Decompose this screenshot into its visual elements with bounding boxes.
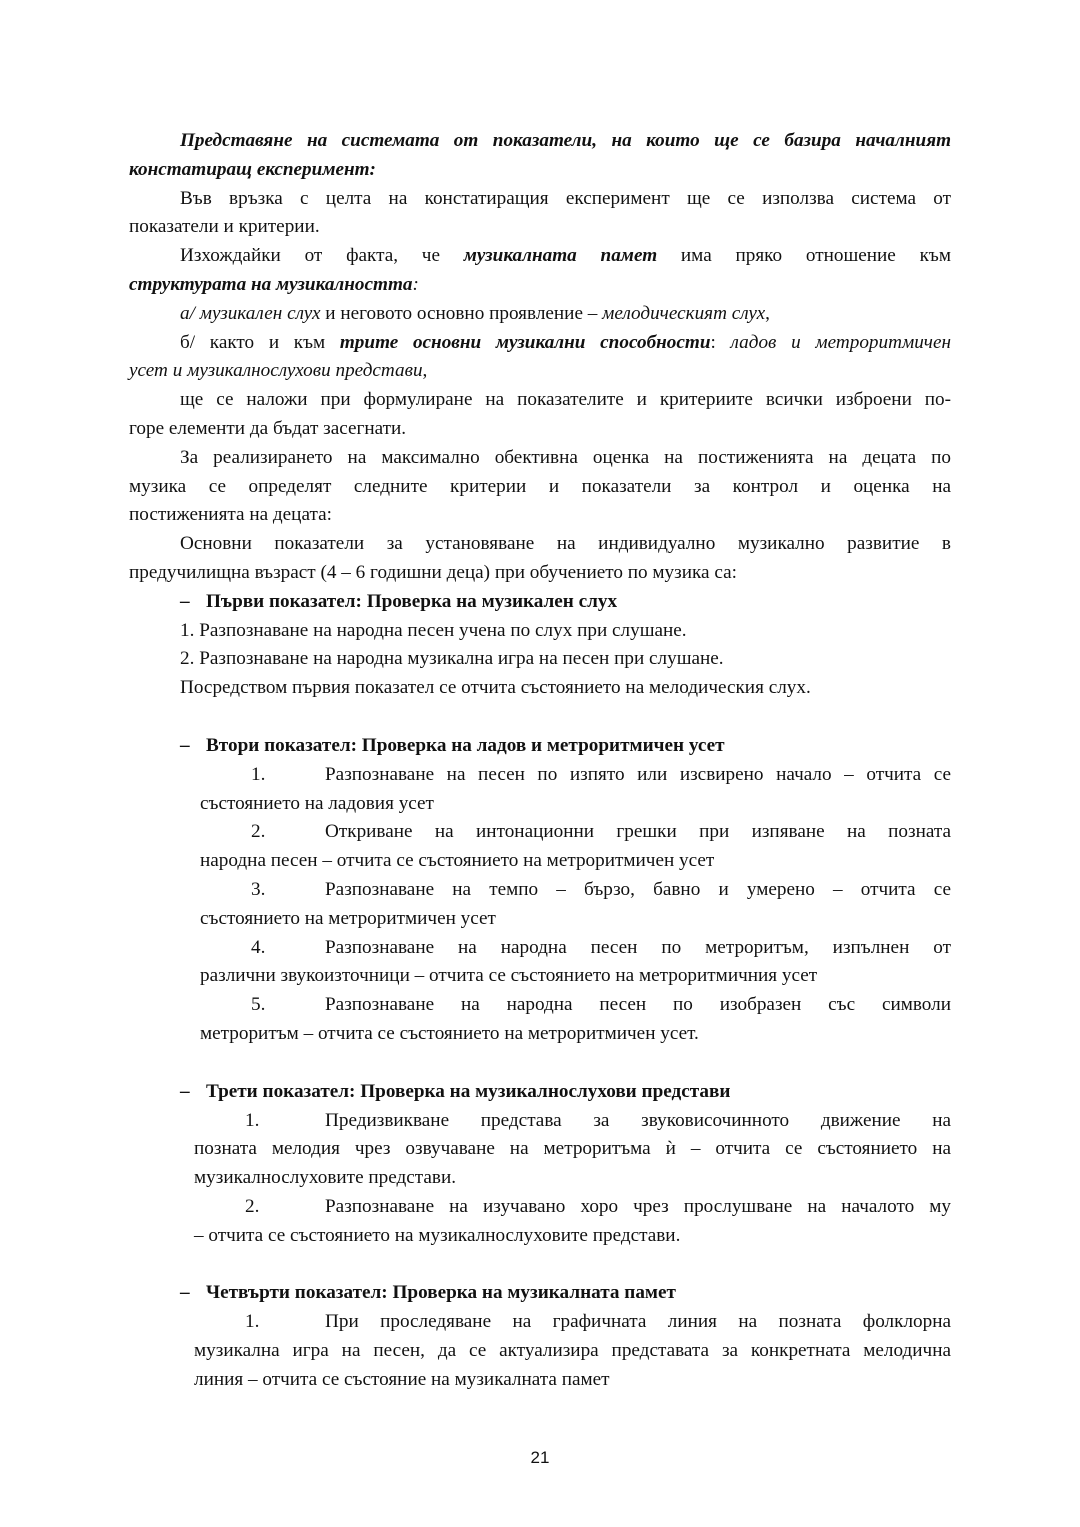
text: музика се определят следните критерии и показатели за контрол и оценка на xyxy=(129,475,951,497)
paragraph-3-line-2 xyxy=(129,415,951,444)
page-number: 21 xyxy=(530,1448,550,1467)
text: , xyxy=(765,302,770,324)
text: Трети показател: Проверка на музикалнослухови представи xyxy=(206,1080,731,1102)
text: 1. Разпознаване на народна песен учена по слух при слушане. xyxy=(180,619,687,641)
text: Разпознаване на песен по изпято или изсвирено начало – отчита се xyxy=(325,763,951,785)
text: За реализирането на максимално обективна оценка на постиженията на децата по xyxy=(180,446,951,468)
paragraph-3-line-1 xyxy=(129,386,951,415)
indicator-2-list xyxy=(129,761,951,1049)
bullet-dash: – xyxy=(180,1080,190,1102)
item-line-1 xyxy=(129,1308,951,1337)
text: предучилищна възраст (4 – 6 годишни деца) при обучението по музика са: xyxy=(129,561,737,583)
list-item xyxy=(129,876,951,934)
item-line-1 xyxy=(129,876,951,905)
text: – отчита се състоянието на музикалнослуховите представи. xyxy=(194,1224,681,1246)
text: метроритъм – отчита се състоянието на метроритмичен усет. xyxy=(200,1022,699,1044)
item-line-2 xyxy=(129,905,951,934)
section-heading xyxy=(129,127,951,156)
text: народна песен – отчита се състоянието на метроритмичен усет xyxy=(200,850,715,872)
text: Разпознаване на народна песен по метроритъм, изпълнен от xyxy=(325,936,951,958)
paragraph-2-line-2 xyxy=(129,271,951,300)
item-line-2 xyxy=(129,1222,951,1251)
item-line-1 xyxy=(129,818,951,847)
indicator-4-list xyxy=(129,1308,951,1394)
item-line-2 xyxy=(129,790,951,819)
text: музикална игра на песен, да се актуализира представата за конкретната мелодична xyxy=(194,1340,951,1362)
list-item xyxy=(129,991,951,1049)
bullet-dash: – xyxy=(180,590,190,612)
text: ладов и метроритмичен xyxy=(730,331,951,353)
page-content xyxy=(129,127,951,1395)
item-number: 4. xyxy=(251,936,266,958)
emphasis-musical-memory: музикалната памет xyxy=(463,245,658,267)
text: При проследяване на графичната линия на позната фолклорна xyxy=(325,1311,951,1333)
item-number: 3. xyxy=(251,878,266,900)
item-line-3 xyxy=(129,1164,951,1193)
indicator-1-title xyxy=(129,588,951,617)
section-heading-cont xyxy=(129,156,951,185)
bullet-dash: – xyxy=(180,1282,190,1304)
text: : xyxy=(710,331,731,353)
item-line-1 xyxy=(129,761,951,790)
paragraph-4-line-1 xyxy=(129,444,951,473)
text: : xyxy=(412,273,419,295)
item-number: 1. xyxy=(251,763,266,785)
item-line-1 xyxy=(129,1107,951,1136)
text: б/ както и към xyxy=(180,331,340,353)
text: различни звукоизточници – отчита се състоянието на метроритмичния усет xyxy=(200,965,818,987)
item-line-2 xyxy=(129,1337,951,1366)
item-line-1 xyxy=(129,991,951,1020)
item-line-1 xyxy=(129,1193,951,1222)
list-item xyxy=(129,818,951,876)
item-number: 5. xyxy=(251,994,266,1016)
point-b-line-2 xyxy=(129,357,951,386)
text: показатели и критерии. xyxy=(129,216,320,238)
item-number: 2. xyxy=(245,1195,260,1217)
text: 2. Разпознаване на народна музикална игра на песен при слушане. xyxy=(180,648,724,670)
emphasis-abilities: трите основни музикални способности xyxy=(339,331,711,353)
paragraph-2-line-1 xyxy=(129,242,951,271)
item-line-2 xyxy=(129,1020,951,1049)
indicator-2-title xyxy=(129,732,951,761)
item-line-3 xyxy=(129,1366,951,1395)
point-b-line-1 xyxy=(129,329,951,358)
text: Разпознаване на темпо – бързо, бавно и умерено – отчита се xyxy=(325,878,951,900)
text: музикалнослуховите представи. xyxy=(194,1167,457,1189)
heading-line-2: констатиращ експеримент: xyxy=(129,158,376,180)
text: има пряко отношение към xyxy=(657,245,951,267)
text: Посредством първия показател се отчита състоянието на мелодическия слух. xyxy=(180,677,811,699)
text: горе елементи да бъдат засегнати. xyxy=(129,417,407,439)
text: Втори показател: Проверка на ладов и метроритмичен усет xyxy=(206,734,725,756)
paragraph-1-line-1 xyxy=(129,185,951,214)
list-item xyxy=(129,1308,951,1394)
item-line-2 xyxy=(129,1135,951,1164)
list-item xyxy=(129,761,951,819)
point-a xyxy=(129,300,951,329)
text: състоянието на ладовия усет xyxy=(200,792,434,814)
text: Първи показател: Проверка на музикален слух xyxy=(206,590,618,612)
text: а/ музикален слух xyxy=(180,302,321,324)
indicator-1-note xyxy=(129,674,951,703)
indicator-3-list xyxy=(129,1107,951,1251)
text: Разпознаване на изучавано хоро чрез прослушване на началото му xyxy=(325,1195,951,1217)
emphasis-musicality-structure: структурата на музикалността xyxy=(129,273,413,295)
text: постиженията на децата: xyxy=(129,504,332,526)
item-number: 1. xyxy=(245,1109,260,1131)
indicator-4-title xyxy=(129,1279,951,1308)
indicator-1-item-1 xyxy=(129,617,951,646)
text: усет и музикалнослухови представи xyxy=(129,360,423,382)
text: и неговото основно проявление – xyxy=(320,302,603,324)
list-item xyxy=(129,934,951,992)
text: Предизвикване представа за звуковисочинното движение на xyxy=(325,1109,951,1131)
text: състоянието на метроритмичен усет xyxy=(200,907,496,929)
text: Откриване на интонационни грешки при изпяване на позната xyxy=(325,821,951,843)
text: Четвърти показател: Проверка на музикалната памет xyxy=(206,1282,676,1304)
heading-line-1: Представяне на системата от показатели, на които ще се базира началният xyxy=(180,130,951,151)
paragraph-4-line-2 xyxy=(129,473,951,502)
list-item xyxy=(129,1193,951,1251)
bullet-dash: – xyxy=(180,734,190,756)
text: ще се наложи при формулиране на показателите и критериите всички изброени по- xyxy=(180,389,951,411)
text: Във връзка с целта на констатиращия експеримент ще се използва система от xyxy=(180,187,951,209)
list-item xyxy=(129,1107,951,1193)
text: , xyxy=(422,360,428,382)
text: мелодическият слух xyxy=(602,302,766,324)
paragraph-1-line-2 xyxy=(129,213,951,242)
text: позната мелодия чрез озвучаване на метроритъма ѝ – отчита се състоянието на xyxy=(194,1138,951,1160)
item-line-2 xyxy=(129,847,951,876)
item-line-2 xyxy=(129,962,951,991)
text: линия – отчита се състояние на музикалната памет xyxy=(194,1368,610,1390)
indicator-1-item-2 xyxy=(129,645,951,674)
paragraph-5-line-2 xyxy=(129,559,951,588)
item-line-1 xyxy=(129,934,951,963)
text: Изхождайки от факта, че xyxy=(180,245,464,267)
text: Основни показатели за установяване на индивидуално музикално развитие в xyxy=(180,533,951,555)
item-number: 1. xyxy=(245,1311,260,1333)
paragraph-5-line-1 xyxy=(129,530,951,559)
indicator-3-title xyxy=(129,1078,951,1107)
text: Разпознаване на народна песен по изобразен със символи xyxy=(325,994,951,1016)
paragraph-4-line-3 xyxy=(129,501,951,530)
item-number: 2. xyxy=(251,821,266,843)
